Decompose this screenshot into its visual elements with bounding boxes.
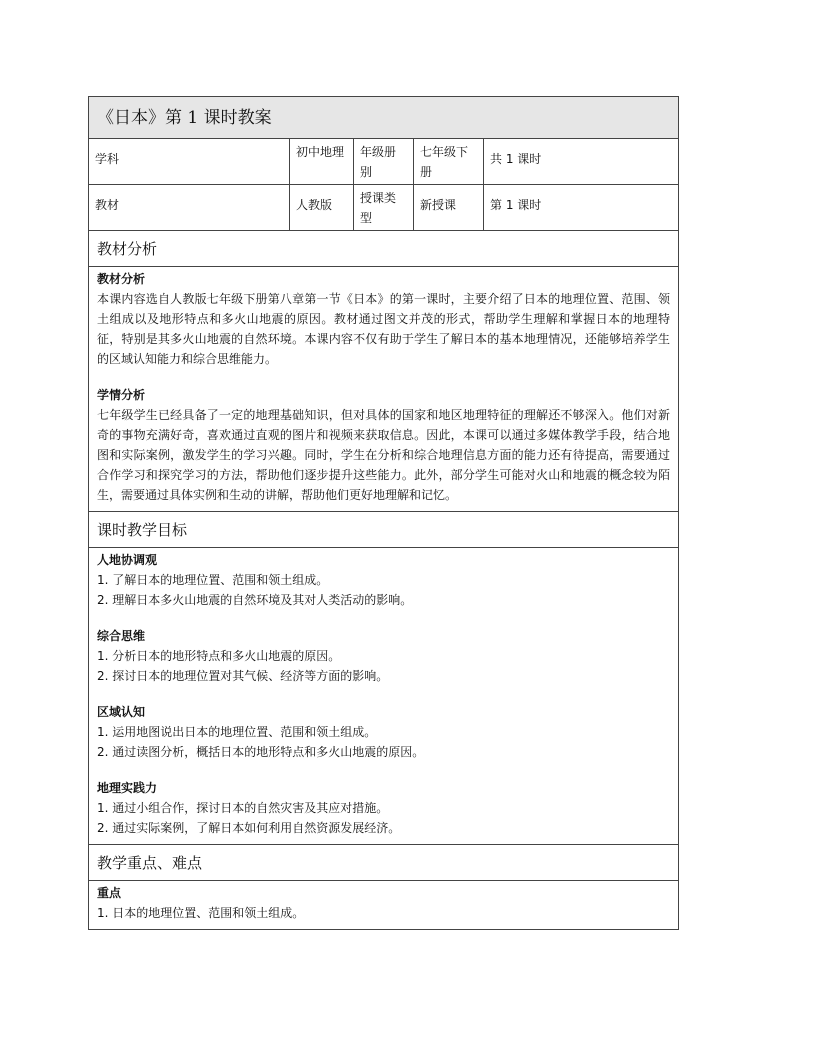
material-analysis-title: 教材分析	[97, 272, 146, 286]
objective-group-title: 区域认知	[97, 705, 146, 719]
lesson-type-label: 授课类型	[354, 185, 414, 230]
analysis-body	[89, 267, 678, 512]
key-points-title: 重点	[97, 886, 122, 900]
objectives-body	[89, 548, 678, 845]
textbook-label: 教材	[89, 185, 290, 230]
grade-label: 年级册别	[354, 139, 414, 184]
objective-item: 1. 了解日本的地理位置、范围和领土组成。	[97, 573, 329, 587]
objective-group-title: 地理实践力	[97, 781, 158, 795]
lesson-number: 第 1 课时	[490, 198, 542, 212]
analysis-heading: 教材分析	[89, 231, 678, 267]
document-title: 《日本》第 1 课时教案	[89, 97, 678, 139]
subject-label: 学科	[89, 139, 290, 184]
material-analysis-text: 本课内容选自人教版七年级下册第八章第一节《日本》的第一课时，主要介绍了日本的地理位置、范围、领土组成以及地形特点和多火山地震的原因。教材通过图文并茂的形式，帮助学生理解和掌握日本的地理特征，特别是其多火山地震的自然环境。本课内容不仅有助于学生了解日本的基本地理情况，还能够培养学生的区域认知能力和综合思维能力。	[97, 292, 670, 366]
objective-item: 1. 分析日本的地形特点和多火山地震的原因。	[97, 649, 341, 663]
key-points-heading: 教学重点、难点	[89, 845, 678, 881]
lesson-plan-document	[88, 96, 679, 930]
subject-value: 初中地理	[290, 139, 354, 184]
objective-item: 1. 通过小组合作，探讨日本的自然灾害及其应对措施。	[97, 801, 389, 815]
key-point-item: 1. 日本的地理位置、范围和领土组成。	[97, 906, 305, 920]
student-analysis-text: 七年级学生已经具备了一定的地理基础知识，但对具体的国家和地区地理特征的理解还不够深入。他们对新奇的事物充满好奇，喜欢通过直观的图片和视频来获取信息。因此，本课可以通过多媒体教学手段，结合地图和实际案例，激发学生的学习兴趣。同时，学生在分析和综合地理信息方面的能力还有待提高，需要通过合作学习和探究学习的方法，帮助他们逐步提升这些能力。此外，部分学生可能对火山和地震的概念较为陌生，需要通过具体实例和生动的讲解，帮助他们更好地理解和记忆。	[97, 408, 670, 502]
total-lessons: 共 1 课时	[490, 152, 542, 166]
textbook-value: 人教版	[290, 185, 354, 230]
objective-item: 2. 通过读图分析，概括日本的地形特点和多火山地震的原因。	[97, 745, 425, 759]
info-row-textbook	[89, 185, 678, 231]
objectives-heading: 课时教学目标	[89, 512, 678, 548]
objective-item: 2. 通过实际案例，了解日本如何利用自然资源发展经济。	[97, 821, 401, 835]
student-analysis-title: 学情分析	[97, 388, 146, 402]
objective-group-title: 人地协调观	[97, 553, 158, 567]
objective-item: 1. 运用地图说出日本的地理位置、范围和领土组成。	[97, 725, 377, 739]
objective-item: 2. 理解日本多火山地震的自然环境及其对人类活动的影响。	[97, 593, 413, 607]
key-points-body	[89, 881, 678, 929]
objective-group-title: 综合思维	[97, 629, 146, 643]
info-row-subject	[89, 139, 678, 185]
objective-item: 2. 探讨日本的地理位置对其气候、经济等方面的影响。	[97, 669, 389, 683]
grade-value: 七年级下册	[414, 139, 484, 184]
lesson-type-value: 新授课	[414, 185, 484, 230]
